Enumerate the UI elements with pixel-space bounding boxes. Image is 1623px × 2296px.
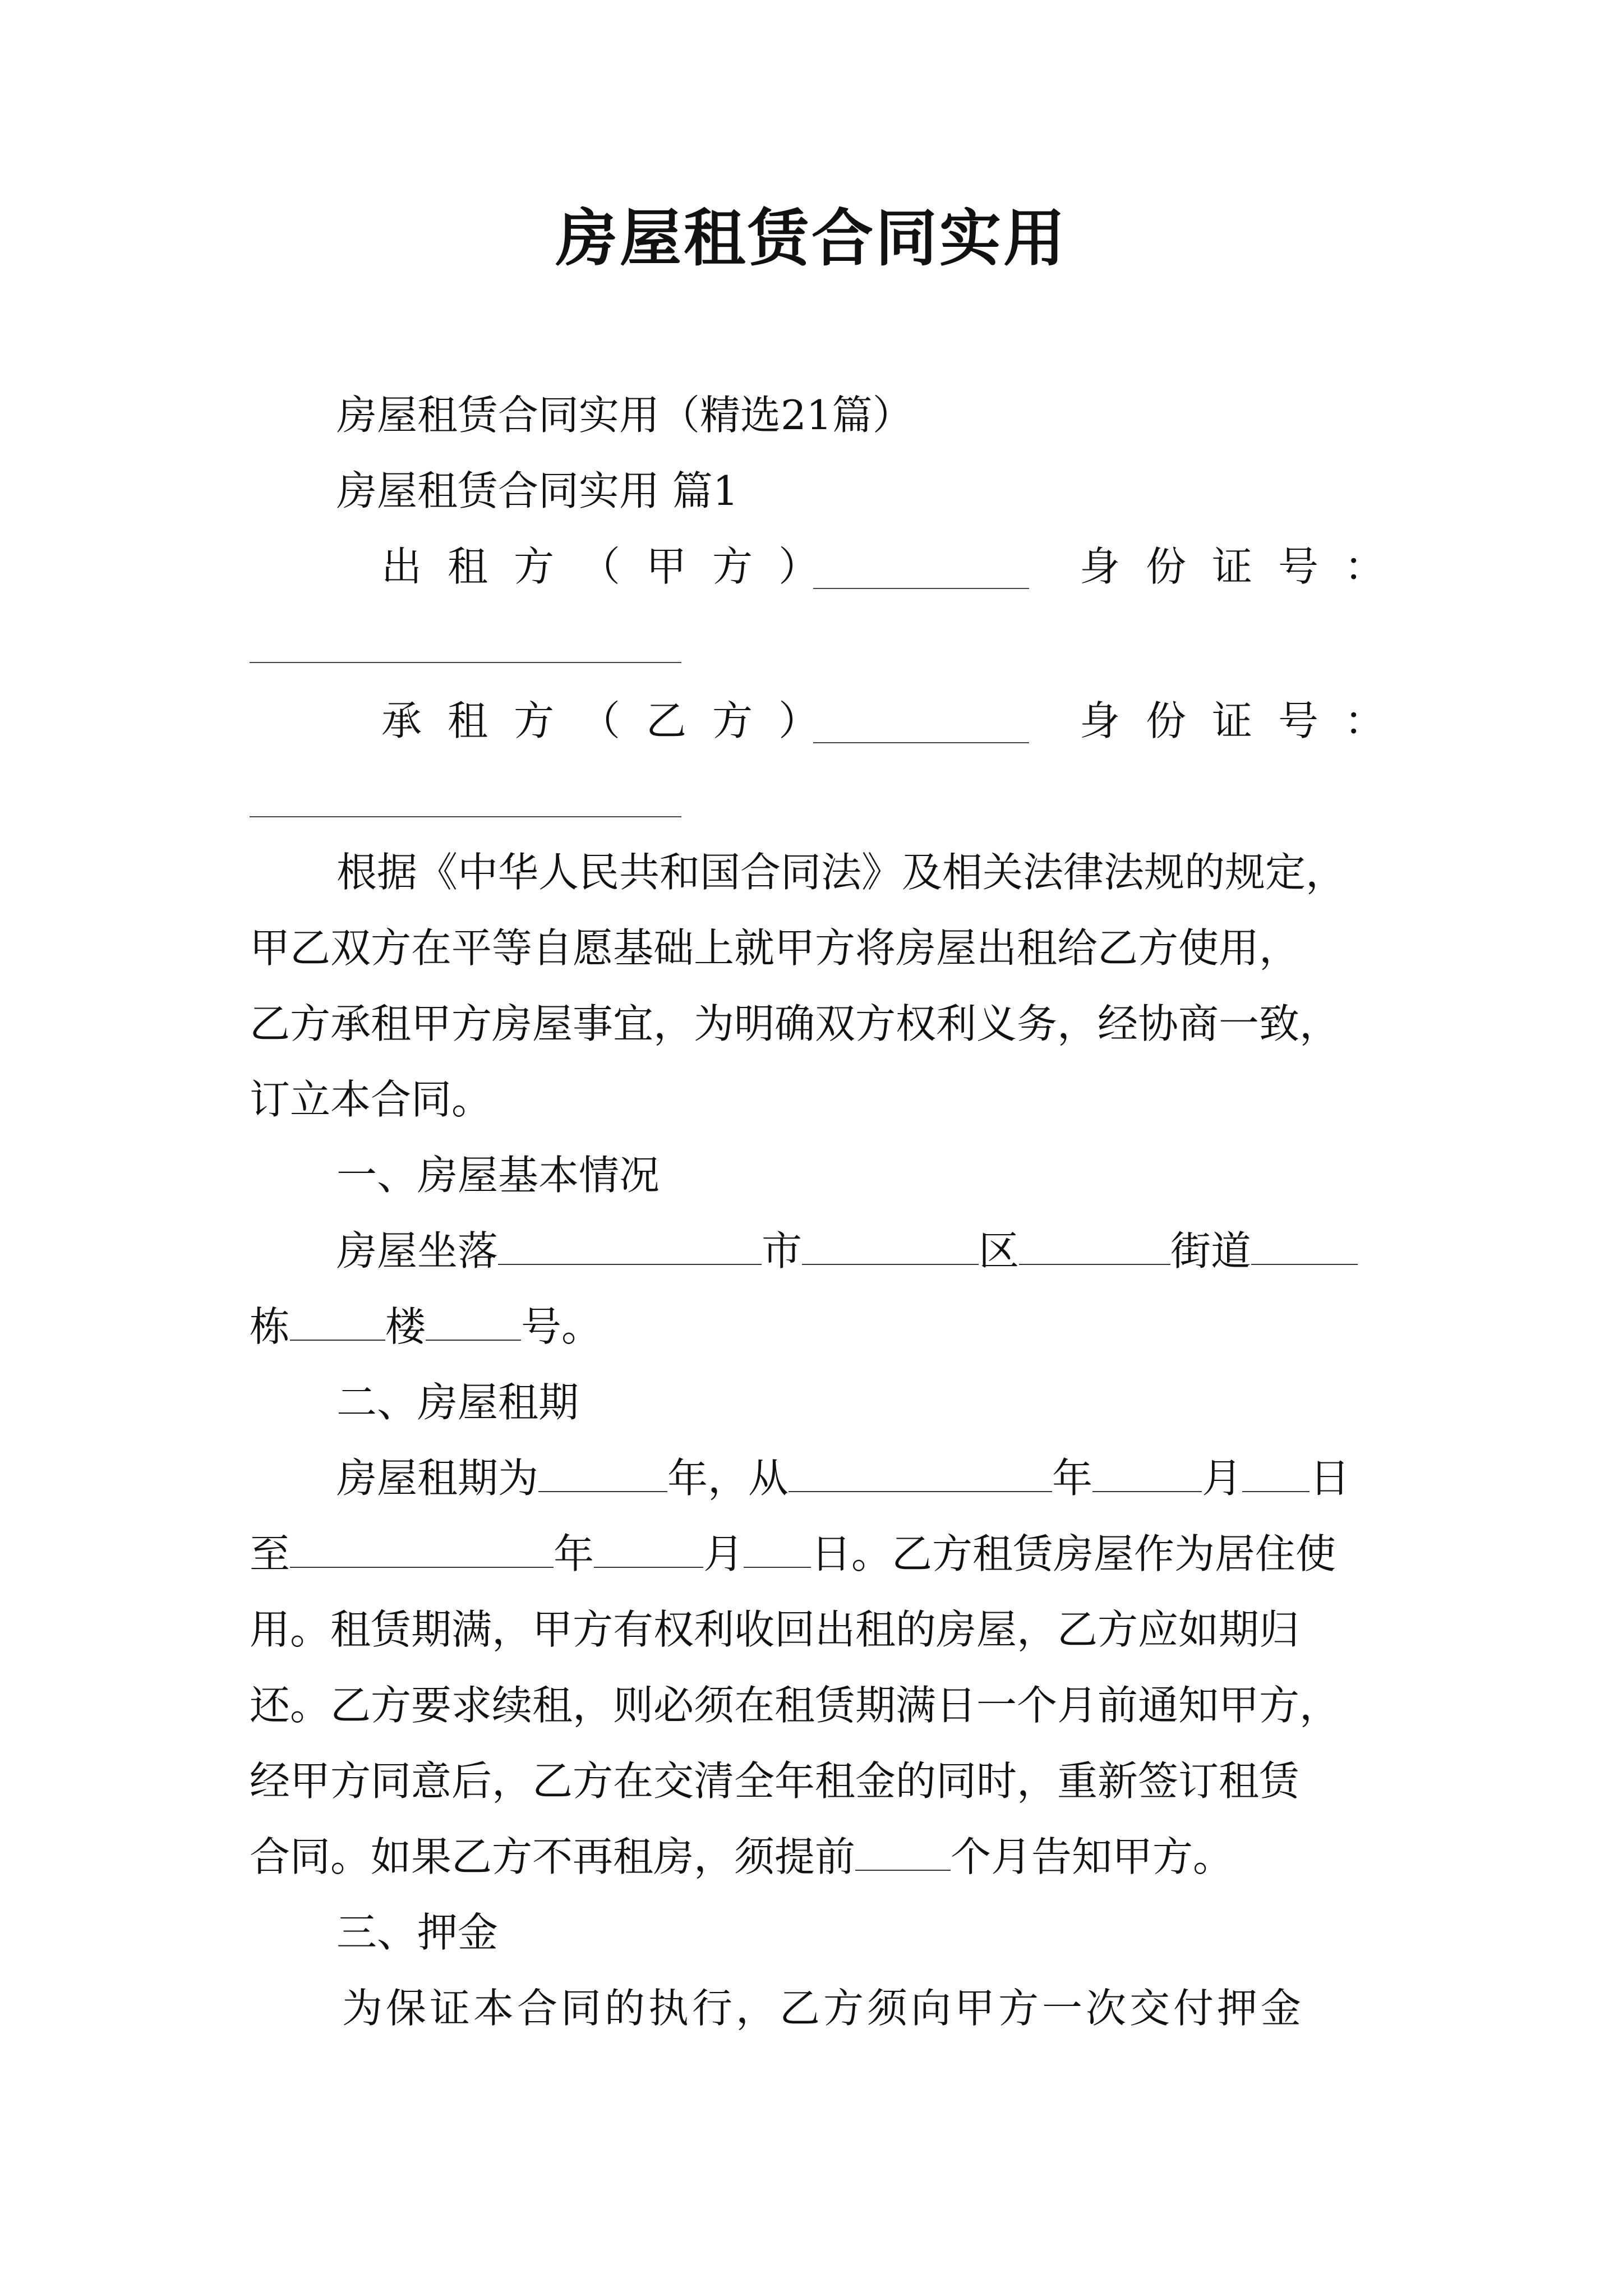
term-end-row <box>250 1526 1336 1582</box>
start-day-label: 日 <box>1310 1455 1350 1502</box>
notice-months-blank[interactable] <box>855 1833 951 1871</box>
end-month-blank[interactable] <box>594 1530 703 1568</box>
lessor-row <box>381 539 845 595</box>
start-year-label: 年 <box>1052 1455 1093 1502</box>
notice-row <box>250 1829 1233 1885</box>
city-blank[interactable] <box>802 1227 979 1265</box>
lessee-id-row <box>1080 693 1410 749</box>
year-from-label: 年，从 <box>667 1455 789 1502</box>
floor-label: 楼 <box>385 1303 426 1350</box>
section2-title: 二、房屋租期 <box>336 1379 579 1426</box>
street-blank[interactable] <box>1251 1227 1358 1265</box>
end-year-blank[interactable] <box>290 1530 554 1568</box>
start-month-blank[interactable] <box>1092 1454 1202 1492</box>
end-day-label: 日。乙方租赁房屋作为居住使 <box>811 1530 1336 1577</box>
lessor-id-label: 身份证号： <box>1080 543 1411 590</box>
document-title: 房屋租赁合同实用 <box>556 202 1067 274</box>
section1-building-row <box>250 1299 602 1355</box>
lessor-label: 出租方（甲方） <box>381 543 845 590</box>
term-prefix: 房屋租期为 <box>336 1455 539 1502</box>
notice-suffix: 个月告知甲方。 <box>951 1833 1234 1880</box>
section-heading: 房屋租赁合同实用 篇1 <box>336 467 739 514</box>
floor-blank[interactable] <box>426 1303 521 1341</box>
section3-title: 三、押金 <box>336 1909 499 1956</box>
section2-line-3: 经甲方同意后，乙方在交清全年租金的同时，重新签订租赁 <box>250 1757 1300 1805</box>
street-label: 街道 <box>1170 1227 1252 1274</box>
section1-location-row <box>336 1223 1358 1279</box>
section2-line-1: 用。租赁期满，甲方有权利收回出租的房屋，乙方应如期归 <box>250 1606 1300 1653</box>
lessor-name-blank[interactable] <box>813 588 1029 589</box>
end-day-blank[interactable] <box>744 1530 811 1568</box>
end-year-label: 年 <box>554 1530 594 1577</box>
lessee-label: 承租方（乙方） <box>381 697 845 744</box>
notice-prefix: 合同。如果乙方不再租房，须提前 <box>250 1833 856 1880</box>
city-label: 市 <box>762 1227 803 1274</box>
section3-line-1: 为保证本合同的执行，乙方须向甲方一次交付押金 <box>342 1985 1305 2032</box>
lessor-id-row <box>1080 539 1410 595</box>
building-blank[interactable] <box>290 1303 385 1341</box>
document-subtitle: 房屋租赁合同实用（精选21篇） <box>336 392 913 439</box>
intro-line-1: 根据《中华人民共和国合同法》及相关法律法规的规定， <box>336 849 1347 896</box>
lessee-id-label: 身份证号： <box>1080 697 1411 744</box>
location-blank[interactable] <box>498 1227 762 1265</box>
district-blank[interactable] <box>1019 1227 1170 1265</box>
term-row <box>336 1450 1350 1506</box>
district-label: 区 <box>979 1227 1020 1274</box>
start-day-blank[interactable] <box>1242 1454 1310 1492</box>
building-label: 栋 <box>250 1303 291 1350</box>
start-year-blank[interactable] <box>789 1454 1052 1492</box>
number-label: 号。 <box>521 1303 602 1350</box>
lessee-name-blank[interactable] <box>813 742 1029 743</box>
term-years-blank[interactable] <box>538 1454 667 1492</box>
lessee-row <box>381 693 845 749</box>
lessee-id-blank[interactable] <box>250 816 681 817</box>
intro-line-4: 订立本合同。 <box>250 1076 492 1123</box>
intro-line-3: 乙方承租甲方房屋事宜，为明确双方权利义务，经协商一致， <box>250 1000 1340 1047</box>
lessor-id-blank[interactable] <box>250 662 681 663</box>
location-label: 房屋坐落 <box>336 1227 499 1274</box>
end-month-label: 月 <box>703 1530 744 1577</box>
section2-line-2: 还。乙方要求续租，则必须在租赁期满日一个月前通知甲方， <box>250 1682 1340 1729</box>
to-label: 至 <box>250 1530 291 1577</box>
section1-title: 一、房屋基本情况 <box>336 1152 660 1199</box>
start-month-label: 月 <box>1202 1455 1243 1502</box>
intro-line-2: 甲乙双方在平等自愿基础上就甲方将房屋出租给乙方使用， <box>250 924 1300 972</box>
